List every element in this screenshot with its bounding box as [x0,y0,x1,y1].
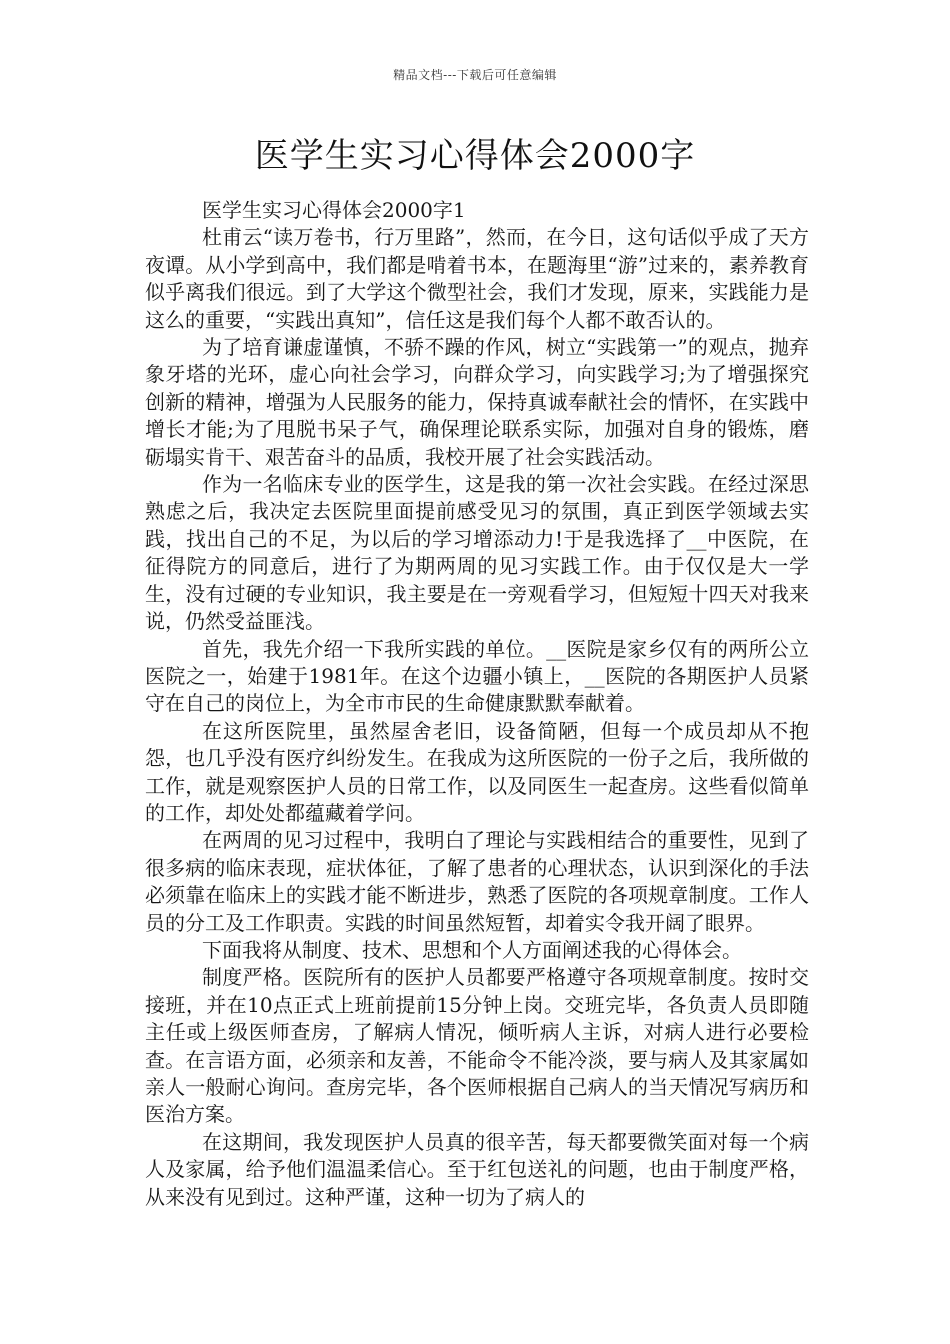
document-title: 医学生实习心得体会2000字 [254,136,696,176]
paragraph: 下面我将从制度、技术、思想和个人方面阐述我的心得体会。 [202,937,742,962]
paragraph: 作为一名临床专业的医学生，这是我的第一次社会实践。在经过深思熟虑之后，我决定去医院里面提前感受见习的氛围，真正到医学领域去实践，找出自己的不足，为以后的学习增添动力!于是我选择了__中医院，在征得院方的同意后，进行了为期两周的见习实践工作。由于仅仅是大一学生，没有过硬的专业知识，我主要是在一旁观看学习，但短短十四天对我来说，仍然受益匪浅。 [145,472,809,634]
paragraph: 在这所医院里，虽然屋舍老旧，设备简陋，但每一个成员却从不抱怨，也几乎没有医疗纠纷发生。在我成为这所医院的一份子之后，我所做的工作，就是观察医护人员的日常工作，以及同医生一起查房。这些看似简单的工作，却处处都蕴藏着学问。 [145,718,809,825]
paragraph: 杜甫云“读万卷书，行万里路”，然而，在今日，这句话似乎成了天方夜谭。从小学到高中，我们都是啃着书本，在题海里“游”过来的，素养教育似乎离我们很远。到了大学这个微型社会，我们才发现，原来，实践能力是这么的重要，“实践出真知”，信任这是我们每个人都不敢否认的。 [145,225,809,332]
document-subtitle: 医学生实习心得体会2000字1 [202,198,466,222]
paragraph: 在这期间，我发现医护人员真的很辛苦，每天都要微笑面对每一个病人及家属，给予他们温温柔信心。至于红包送礼的问题，也由于制度严格，从来没有见到过。这种严谨，这种一切为了病人的 [145,1129,809,1209]
paragraph: 为了培育谦虚谨慎，不骄不躁的作风，树立“实践第一”的观点，抛弃象牙塔的光环，虚心向社会学习，向群众学习，向实践学习;为了增强探究创新的精神，增强为人民服务的能力，保持真诚奉献社会的情怀，在实践中增长才能;为了甩脱书呆子气，确保理论联系实际，加强对自身的锻炼，磨砺塌实肯干、艰苦奋斗的品质，我校开展了社会实践活动。 [145,335,809,469]
header-note: 精品文档---下载后可任意编辑 [393,68,557,82]
paragraph: 在两周的见习过程中，我明白了理论与实践相结合的重要性，见到了很多病的临床表现，症状体征，了解了患者的心理状态，认识到深化的手法必须靠在临床上的实践才能不断进步，熟悉了医院的各项规章制度。工作人员的分工及工作职责。实践的时间虽然短暂，却着实令我开阔了眼界。 [145,828,809,935]
paragraph: 首先，我先介绍一下我所实践的单位。__医院是家乡仅有的两所公立医院之一，始建于1981年。在这个边疆小镇上，__医院的各期医护人员紧守在自己的岗位上，为全市市民的生命健康默默奉献着。 [145,636,809,716]
paragraph: 制度严格。医院所有的医护人员都要严格遵守各项规章制度。按时交接班，并在10点正式上班前提前15分钟上岗。交班完毕，各负责人员即随主任或上级医师查房，了解病人情况，倾听病人主诉，对病人进行必要检查。在言语方面，必须亲和友善，不能命令不能冷淡，要与病人及其家属如亲人一般耐心询问。查房完毕，各个医师根据自己病人的当天情况写病历和医治方案。 [145,965,809,1127]
document-body [145,197,809,1211]
